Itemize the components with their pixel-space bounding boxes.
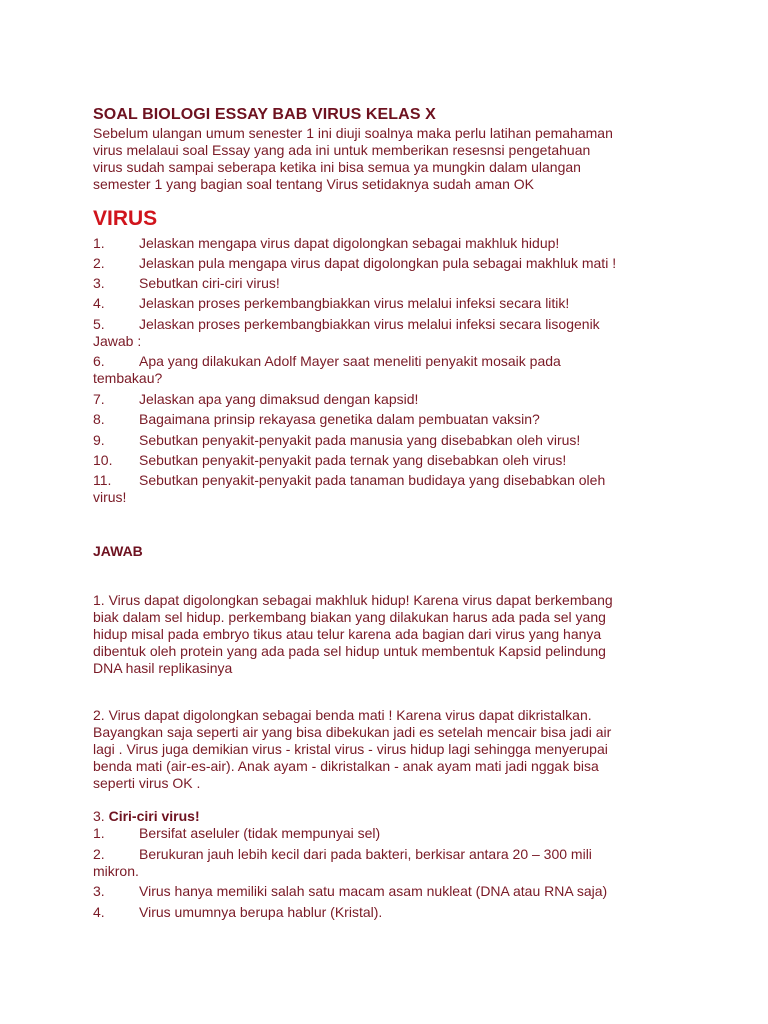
trait-text: Virus umumnya berupa hablur (Kristal). <box>139 904 383 920</box>
question-number: 11. <box>93 472 112 488</box>
intro-paragraph <box>93 125 693 193</box>
question-text: Sebutkan penyakit-penyakit pada tanaman budidaya yang disebabkan oleh <box>139 472 606 488</box>
trait-item <box>93 846 592 863</box>
trait-number: 1. <box>93 825 105 841</box>
question-number: 3. <box>93 275 105 291</box>
question-text: Sebutkan ciri-ciri virus! <box>139 275 280 291</box>
trait-number: 2. <box>93 846 105 862</box>
trait-text: Virus hanya memiliki salah satu macam asam nukleat (DNA atau RNA saja) <box>139 883 608 899</box>
trait-number: 3. <box>93 883 105 899</box>
question-text: Sebutkan penyakit-penyakit pada manusia yang disebabkan oleh virus! <box>139 432 581 448</box>
intro-line: semester 1 yang bagian soal tentang Virus setidaknya sudah aman OK <box>93 176 535 192</box>
answer-line: lagi . Virus juga demikian virus - kristal virus - virus hidup lagi sehingga menyerupai <box>93 741 608 757</box>
answer-line: biak dalam sel hidup. perkembang biakan yang dilakukan harus ada pada sel yang <box>93 609 606 625</box>
answer-line: 2. Virus dapat digolongkan sebagai benda mati ! Karena virus dapat dikristalkan. <box>93 707 592 723</box>
question-item <box>93 411 540 428</box>
intro-line: Sebelum ulangan umum senester 1 ini diuji soalnya maka perlu latihan pemahaman <box>93 125 613 141</box>
question-continuation: Jawab : <box>93 333 142 349</box>
answer-line: benda mati (air-es-air). Anak ayam - dikristalkan - anak ayam mati jadi nggak bisa <box>93 758 599 774</box>
question-text: Apa yang dilakukan Adolf Mayer saat meneliti penyakit mosaik pada <box>139 353 561 369</box>
question-text: Bagaimana prinsip rekayasa genetika dalam pembuatan vaksin? <box>139 411 540 427</box>
trait-number: 4. <box>93 904 105 920</box>
section-heading-virus: VIRUS <box>93 207 158 230</box>
question-item <box>93 275 280 292</box>
question-number: 1. <box>93 235 105 251</box>
answer-line: Bayangkan saja seperti air yang bisa dibekukan jadi es setelah mencair bisa jadi air <box>93 724 612 740</box>
answer-line: seperti virus OK . <box>93 775 201 791</box>
answer-line: DNA hasil replikasinya <box>93 660 233 676</box>
answers-heading: JAWAB <box>93 543 143 559</box>
question-text: Jelaskan pula mengapa virus dapat digolongkan pula sebagai makhluk mati ! <box>139 255 617 271</box>
answer-3-title: Ciri-ciri virus! <box>108 808 200 824</box>
answer-3-prefix: 3. <box>93 808 109 824</box>
question-number: 9. <box>93 432 105 448</box>
answer-1 <box>93 592 693 677</box>
trait-item <box>93 825 380 842</box>
question-number: 7. <box>93 391 105 407</box>
question-item <box>93 432 580 449</box>
question-number: 10. <box>93 452 113 468</box>
intro-line: virus melalaui soal Essay yang ada ini untuk memberikan resesnsi pengetahuan <box>93 142 591 158</box>
question-number: 4. <box>93 295 105 311</box>
intro-line: virus sudah sampai seberapa ketika ini bisa semua ya mungkin dalam ulangan <box>93 159 581 175</box>
trait-text: Bersifat aseluler (tidak mempunyai sel) <box>139 825 381 841</box>
trait-continuation: mikron. <box>93 863 139 879</box>
question-text: Jelaskan proses perkembangbiakkan virus melalui infeksi secara litik! <box>139 295 570 311</box>
question-item <box>93 316 600 333</box>
question-item <box>93 391 418 408</box>
trait-item <box>93 904 382 921</box>
question-text: Sebutkan penyakit-penyakit pada ternak yang disebabkan oleh virus! <box>139 452 567 468</box>
question-item <box>93 353 561 370</box>
trait-text: Berukuran jauh lebih kecil dari pada bakteri, berkisar antara 20 – 300 mili <box>139 846 592 862</box>
question-number: 6. <box>93 353 105 369</box>
document-title: SOAL BIOLOGI ESSAY BAB VIRUS KELAS X <box>93 106 436 123</box>
question-text: Jelaskan mengapa virus dapat digolongkan sebagai makhluk hidup! <box>139 235 560 251</box>
question-number: 2. <box>93 255 105 271</box>
question-item <box>93 472 605 489</box>
trait-item <box>93 883 607 900</box>
question-number: 8. <box>93 411 105 427</box>
answer-line: dibentuk oleh protein yang ada pada sel hidup untuk membentuk Kapsid pelindung <box>93 643 606 659</box>
question-number: 5. <box>93 316 105 332</box>
question-item <box>93 295 569 312</box>
answer-line: 1. Virus dapat digolongkan sebagai makhluk hidup! Karena virus dapat berkembang <box>93 592 613 608</box>
question-item <box>93 235 559 252</box>
question-item <box>93 255 616 272</box>
answer-3-heading <box>93 808 200 825</box>
answer-line: hidup misal pada embryo tikus atau telur karena ada bagian dari virus yang hanya <box>93 626 602 642</box>
question-text: Jelaskan apa yang dimaksud dengan kapsid! <box>139 391 419 407</box>
question-continuation: tembakau? <box>93 370 163 386</box>
answer-2 <box>93 707 693 792</box>
question-continuation: virus! <box>93 489 127 505</box>
question-item <box>93 452 566 469</box>
question-text: Jelaskan proses perkembangbiakkan virus melalui infeksi secara lisogenik <box>139 316 600 332</box>
